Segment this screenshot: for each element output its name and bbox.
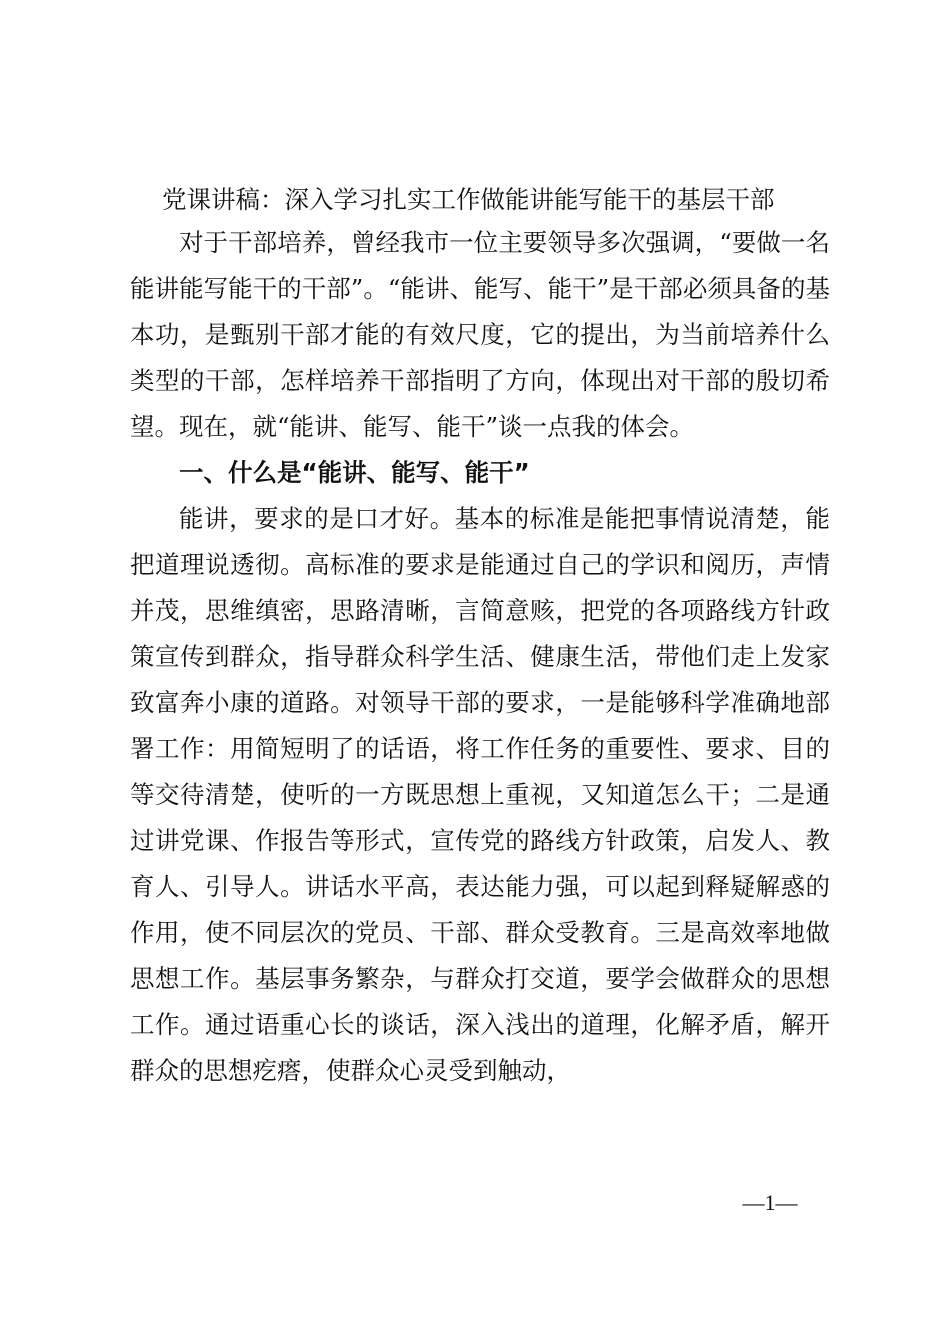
document-title: 党课讲稿：深入学习扎实工作做能讲能写能干的基层干部 xyxy=(162,185,775,214)
page-number: —1— xyxy=(742,1190,798,1215)
intro-paragraph: 对于干部培养，曾经我市一位主要领导多次强调，“要做一名能讲能写能干的干部”。“能讲、能写、能干”是干部必须具备的基本功，是甄别干部才能的有效尺度，它的提出，为当前培养什么类型的干部，怎样培养干部指明了方向，体现出对干部的殷切希望。现在，就“能讲、能写、能干”谈一点我的体会。 xyxy=(130,228,830,441)
section-heading: 一、什么是“能讲、能写、能干” xyxy=(179,458,530,487)
document-body xyxy=(130,180,830,1094)
body-paragraph: 能讲，要求的是口才好。基本的标准是能把事情说清楚，能把道理说透彻。高标准的要求是能通过自己的学识和阅历，声情并茂，思维缜密，思路清晰，言简意赅，把党的各项路线方针政策宣传到群众，指导群众科学生活、健康生活，带他们走上发家致富奔小康的道路。对领导干部的要求，一是能够科学准确地部署工作：用简短明了的话语，将工作任务的重要性、要求、目的等交待清楚，使听的一方既思想上重视，又知道怎么干；二是通过讲党课、作报告等形式，宣传党的路线方针政策，启发人、教育人、引导人。讲话水平高，表达能力强，可以起到释疑解惑的作用，使不同层次的党员、干部、群众受教育。三是高效率地做思想工作。基层事务繁杂，与群众打交道，要学会做群众的思想工作。通过语重心长的谈话，深入浅出的道理，化解矛盾，解开群众的思想疙瘩，使群众心灵受到触动， xyxy=(130,504,830,1085)
